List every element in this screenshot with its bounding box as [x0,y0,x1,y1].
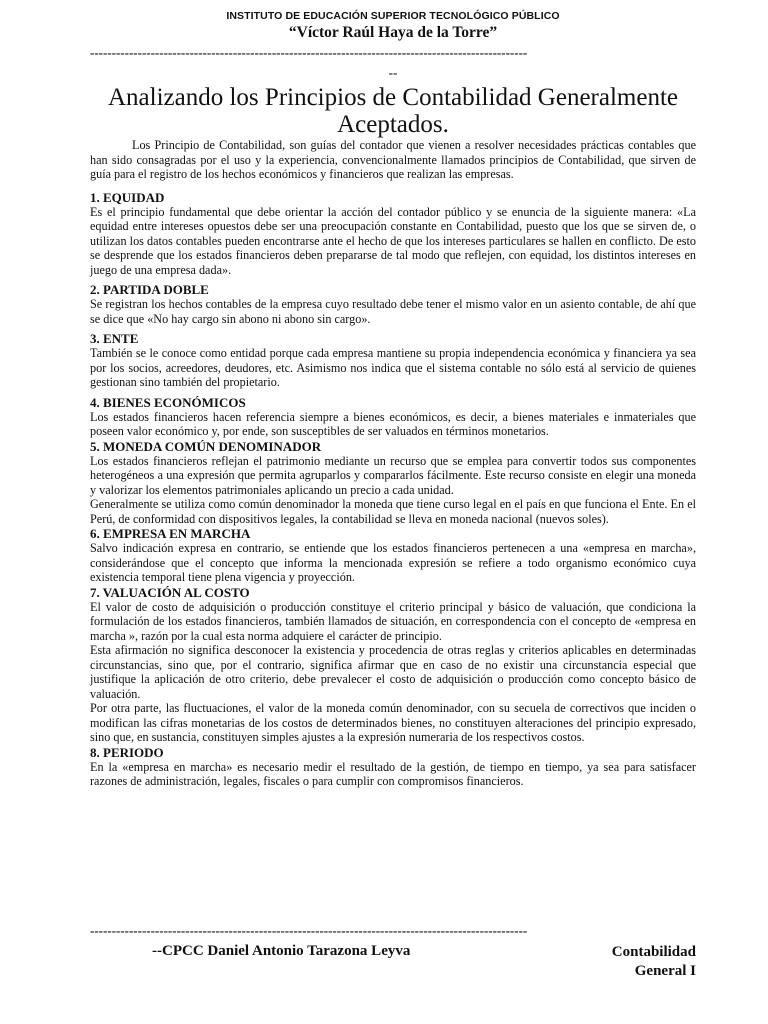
section-paragraph: Es el principio fundamental que debe orientar la acción del contador público y se enuncia de la siguiente manera: «La equidad entre intereses opuestos debe ser una preocupación constante en Contabilidad, puesto que los que se sirven de, o utilizan los datos contables pueden encontrarse ante el hecho de que los intereses particulares se hallen en conflicto. De esto se desprende que los estados financieros deben prepararse de tal modo que reflejen, con equidad, los distintos intereses en juego de una empresa dada». [90,204,696,277]
header-divider-continuation: -- [388,65,398,80]
footer-subject-line: General I [634,963,696,979]
section-paragraph: Salvo indicación expresa en contrario, se entiende que los estados financieros pertenecen a una «empresa en marcha», considerándose que el concepto que informa la mencionada expresión se refiere a todo organismo económico cuya existencia temporal tiene plena vigencia y proyección. [90,541,696,584]
section-paragraph: Generalmente se utiliza como común denominador la moneda que tiene curso legal en el país en que funciona el Ente. En el Perú, de conformidad con dispositivos legales, la contabilidad se lleva en moneda nacional (nuevos soles). [90,497,696,526]
college-name: “Víctor Raúl Haya de la Torre” [288,24,498,41]
document-body [90,138,696,789]
section-heading: 4. BIENES ECONÓMICOS [90,394,246,410]
section-ente [90,331,696,390]
section-paragraph: En la «empresa en marcha» es necesario medir el resultado de la gestión, de tiempo en tiempo, ya sea para satisfacer razones de administración, legales, fiscales o para cumplir con compromisos financieros. [90,759,696,788]
header-divider: ----------------------------------------------------------------------------------------------------- [90,46,528,60]
section-periodo [90,745,696,789]
section-paragraph: Se registran los hechos contables de la empresa cuyo resultado debe tener el mismo valor en un asiento contable, de ahí que se dice que «No hay cargo sin abono ni abono sin cargo». [90,297,696,326]
section-paragraph: El valor de costo de adquisición o producción constituye el criterio principal y básico de valuación, que condiciona la formulación de los estados financieros, también llamados de situación, en correspondencia con el concepto de «empresa en marcha », razón por la cual esta norma adquiere el carácter de principio. [90,599,696,643]
section-heading: 1. EQUIDAD [90,189,165,205]
section-empresa-en-marcha [90,526,696,585]
section-paragraph: Por otra parte, las fluctuaciones, el valor de la moneda común denominador, con su secuela de correctivos que inciden o modifican las cifras monetarias de los costos de determinados bienes, no constituyen alteraciones del principio expresado, sino que, en sustancia, constituyen simples ajustes a la expresión numeraria de los respectivos costos. [90,701,696,744]
section-heading: 5. MONEDA COMÚN DENOMINADOR [90,438,322,454]
intro-paragraph: Los Principio de Contabilidad, son guías del contador que vienen a resolver necesidades prácticas contables que han sido consagradas por el uso y la experiencia, convencionalmente llamados principios de Contabilidad, que sirven de guía para el registro de los hechos económicos y financieros que realizan las empresas. [90,138,696,181]
section-paragraph: Los estados financieros reflejan el patrimonio mediante un recurso que se emplea para convertir todos sus componentes heterogéneos a una expresión que permita agruparlos y compararlos fácilmente. Este recurso consiste en elegir una moneda y valorizar los elementos patrimoniales aplicando un precio a cada unidad. [90,453,696,497]
footer-subject-line: Contabilidad [611,944,696,960]
section-heading: 8. PERIODO [90,744,164,760]
section-bienes-economicos [90,395,696,439]
section-heading: 3. ENTE [90,331,139,346]
footer-divider: ----------------------------------------------------------------------------------------------------- [90,924,528,938]
section-heading: 7. VALUACIÓN AL COSTO [90,584,250,600]
section-partida-doble [90,282,696,326]
section-paragraph: Los estados financieros hacen referencia siempre a bienes económicos, es decir, a bienes materiales e inmateriales que poseen valor económico y, por ende, son susceptibles de ser valuados en términos monetarios. [90,409,696,438]
section-paragraph: Esta afirmación no significa desconocer la existencia y procedencia de otras reglas y criterios aplicables en determinadas circunstancias, sino que, por el contrario, significa afirmar que en caso de no existir una circunstancia especial que justifique la aplicación de otro criterio, debe prevalecer el costo de adquisición o producción como concepto básico de valuación. [90,643,696,701]
section-paragraph: También se le conoce como entidad porque cada empresa mantiene su propia independencia económica y financiera ya sea por los socios, acreedores, deudores, etc. Asimismo nos indica que el sistema contable no sólo está al servicio de quienes gestionan sino también del propietario. [90,346,696,389]
section-moneda-comun [90,439,696,527]
section-equidad [90,190,696,278]
section-valuacion-al-costo [90,585,696,745]
footer-subject [612,943,696,981]
section-heading: 6. EMPRESA EN MARCHA [90,526,251,541]
footer-author: --CPCC Daniel Antonio Tarazona Leyva [152,943,411,959]
institute-name: INSTITUTO DE EDUCACIÓN SUPERIOR TECNOLÓGICO PÚBLICO [226,10,560,22]
page-title: Analizando los Principios de Contabilidad Generalmente Aceptados. [108,84,678,138]
section-heading: 2. PARTIDA DOBLE [90,282,209,297]
